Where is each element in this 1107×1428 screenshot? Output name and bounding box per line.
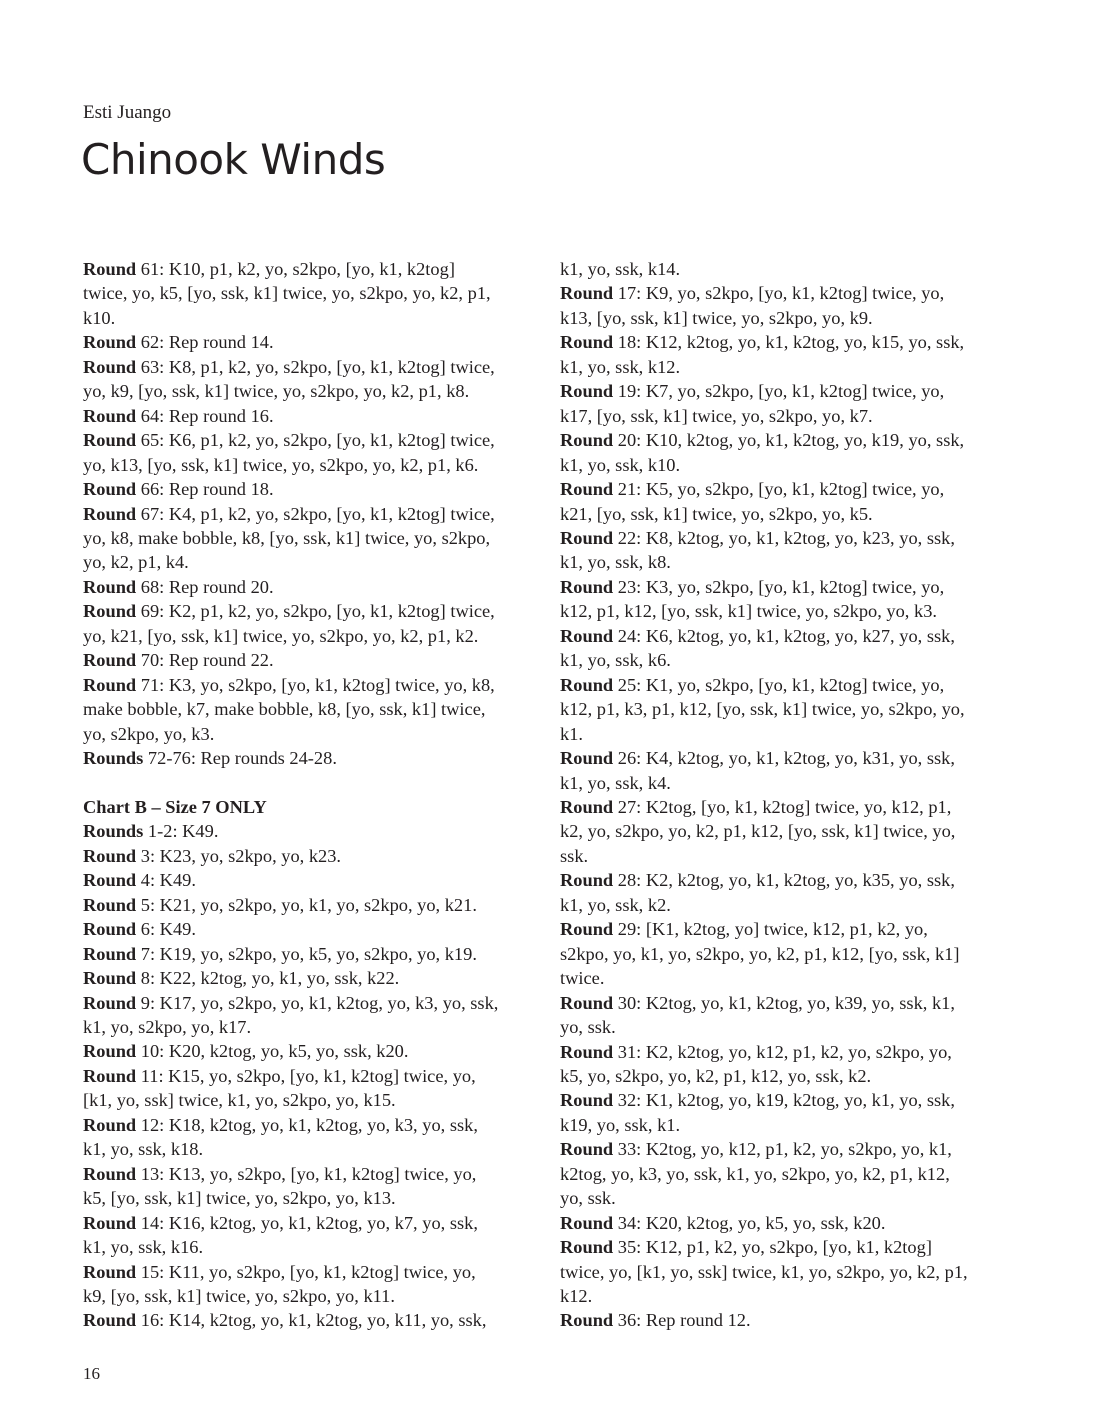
- round-instructions: k1, yo, ssk, k6.: [560, 650, 671, 671]
- round-label: Round: [83, 1114, 137, 1135]
- page-number: 16: [83, 1364, 100, 1383]
- instruction-line: [83, 893, 533, 917]
- instruction-line: [560, 771, 1008, 795]
- round-label: Round: [83, 1261, 137, 1282]
- instruction-line: [560, 746, 1008, 770]
- round-instructions: 4: K49.: [136, 870, 196, 891]
- instruction-line: [83, 1064, 533, 1088]
- round-label: Round: [560, 1310, 614, 1331]
- instruction-line: [560, 1260, 1008, 1284]
- round-instructions: 34: K20, k2tog, yo, k5, yo, ssk, k20.: [613, 1212, 886, 1233]
- instruction-line: [83, 648, 533, 672]
- round-instructions: k12.: [560, 1286, 593, 1307]
- round-label: Round: [83, 430, 137, 451]
- round-instructions: 66: Rep round 18.: [136, 479, 274, 500]
- round-instructions: yo, s2kpo, yo, k3.: [83, 723, 215, 744]
- round-instructions: k2tog, yo, k3, yo, ssk, k1, yo, s2kpo, yo, k2, p1, k12,: [560, 1163, 950, 1184]
- instruction-line: [83, 1260, 533, 1284]
- round-instructions: 23: K3, yo, s2kpo, [yo, k1, k2tog] twice, yo,: [613, 576, 945, 597]
- instruction-line: [560, 648, 1008, 672]
- round-label: Round: [83, 332, 137, 353]
- instruction-line: [560, 1235, 1008, 1259]
- instruction-line: [83, 1162, 533, 1186]
- instructions-left-column: [83, 257, 533, 1333]
- round-instructions: 17: K9, yo, s2kpo, [yo, k1, k2tog] twice, yo,: [613, 283, 945, 304]
- round-label: Round: [560, 1237, 614, 1258]
- round-label: Rounds: [83, 821, 144, 842]
- round-instructions: k1, yo, ssk, k2.: [560, 894, 671, 915]
- round-instructions: 35: K12, p1, k2, yo, s2kpo, [yo, k1, k2tog]: [613, 1237, 932, 1258]
- instruction-line: [83, 1113, 533, 1137]
- instruction-line: [83, 550, 533, 574]
- round-instructions: k19, yo, ssk, k1.: [560, 1114, 681, 1135]
- round-label: Round: [560, 1139, 614, 1160]
- round-instructions: 12: K18, k2tog, yo, k1, k2tog, yo, k3, yo, ssk,: [136, 1114, 478, 1135]
- round-instructions: 8: K22, k2tog, yo, k1, yo, ssk, k22.: [136, 968, 400, 989]
- instruction-line: [560, 477, 1008, 501]
- round-instructions: 15: K11, yo, s2kpo, [yo, k1, k2tog] twice, yo,: [136, 1261, 476, 1282]
- instruction-line: [560, 991, 1008, 1015]
- round-label: Round: [560, 674, 614, 695]
- round-instructions: 70: Rep round 22.: [136, 650, 274, 671]
- round-label: Round: [83, 259, 137, 279]
- instruction-line: [83, 306, 533, 330]
- round-instructions: 16: K14, k2tog, yo, k1, k2tog, yo, k11, yo, ssk,: [136, 1310, 487, 1331]
- round-label: Round: [560, 381, 614, 402]
- instruction-line: [560, 306, 1008, 330]
- instruction-line: [560, 453, 1008, 477]
- instruction-line: [83, 1137, 533, 1161]
- round-label: Round: [560, 283, 614, 304]
- instruction-line: [560, 868, 1008, 892]
- round-label: Round: [560, 430, 614, 451]
- instruction-line: [83, 966, 533, 990]
- round-label: Round: [560, 479, 614, 500]
- instruction-line: [560, 355, 1008, 379]
- instruction-line: [83, 819, 533, 843]
- round-instructions: k1, yo, s2kpo, yo, k17.: [83, 1017, 252, 1038]
- instruction-line: [560, 1308, 1008, 1332]
- instruction-line: [83, 502, 533, 526]
- instruction-line: [83, 1284, 533, 1308]
- round-label: Round: [83, 1163, 137, 1184]
- round-instructions: 7: K19, yo, s2kpo, yo, k5, yo, s2kpo, yo, k19.: [136, 943, 477, 964]
- round-instructions: k5, [yo, ssk, k1] twice, yo, s2kpo, yo, k13.: [83, 1188, 396, 1209]
- instruction-line: [560, 966, 1008, 990]
- instruction-line: [560, 819, 1008, 843]
- author-name: Esti Juango: [83, 102, 172, 123]
- round-label: Round: [83, 919, 137, 940]
- instruction-line: [560, 917, 1008, 941]
- instruction-line: [83, 1211, 533, 1235]
- round-instructions: 25: K1, yo, s2kpo, [yo, k1, k2tog] twice, yo,: [613, 674, 945, 695]
- round-instructions: 20: K10, k2tog, yo, k1, k2tog, yo, k19, yo, ssk,: [613, 430, 965, 451]
- instruction-line: [83, 1039, 533, 1063]
- round-instructions: k1, yo, ssk, k4.: [560, 772, 671, 793]
- round-instructions: 1-2: K49.: [143, 821, 219, 842]
- round-instructions: k5, yo, s2kpo, yo, k2, p1, k12, yo, ssk, k2.: [560, 1065, 872, 1086]
- instruction-line: [560, 550, 1008, 574]
- instruction-line: [560, 575, 1008, 599]
- round-instructions: 13: K13, yo, s2kpo, [yo, k1, k2tog] twice, yo,: [136, 1163, 477, 1184]
- round-instructions: 65: K6, p1, k2, yo, s2kpo, [yo, k1, k2tog] twice,: [136, 430, 495, 451]
- instruction-line: [83, 1015, 533, 1039]
- round-instructions: 9: K17, yo, s2kpo, yo, k1, k2tog, yo, k3, yo, ssk,: [136, 992, 499, 1013]
- instruction-line: [560, 1088, 1008, 1112]
- instruction-line: [560, 526, 1008, 550]
- instruction-line: [560, 404, 1008, 428]
- round-label: Round: [83, 870, 137, 891]
- instruction-line: [83, 575, 533, 599]
- round-label: Round: [560, 576, 614, 597]
- round-instructions: 28: K2, k2tog, yo, k1, k2tog, yo, k35, yo, ssk,: [613, 870, 955, 891]
- round-instructions: k13, [yo, ssk, k1] twice, yo, s2kpo, yo, k9.: [560, 307, 873, 328]
- instruction-line: [83, 868, 533, 892]
- round-instructions: twice, yo, k5, [yo, ssk, k1] twice, yo, s2kpo, yo, k2, p1,: [83, 283, 491, 304]
- round-instructions: ssk.: [560, 845, 589, 866]
- instruction-line: [560, 893, 1008, 917]
- instruction-line: [83, 526, 533, 550]
- round-instructions: 26: K4, k2tog, yo, k1, k2tog, yo, k31, yo, ssk,: [613, 748, 955, 769]
- round-instructions: 21: K5, yo, s2kpo, [yo, k1, k2tog] twice, yo,: [613, 479, 945, 500]
- instruction-line: [83, 1308, 533, 1332]
- round-instructions: k1.: [560, 723, 583, 744]
- round-instructions: 3: K23, yo, s2kpo, yo, k23.: [136, 845, 342, 866]
- instruction-line: [83, 1186, 533, 1210]
- instruction-line: [560, 697, 1008, 721]
- round-instructions: k1, yo, ssk, k10.: [560, 454, 681, 475]
- round-instructions: 11: K15, yo, s2kpo, [yo, k1, k2tog] twice, yo,: [136, 1065, 476, 1086]
- instruction-line: [83, 942, 533, 966]
- instruction-line: [83, 330, 533, 354]
- instruction-line: [560, 722, 1008, 746]
- instruction-line: [83, 991, 533, 1015]
- round-instructions: yo, ssk.: [560, 1017, 616, 1038]
- round-instructions: 62: Rep round 14.: [136, 332, 274, 353]
- round-instructions: k1, yo, ssk, k12.: [560, 356, 681, 377]
- instruction-line: [560, 281, 1008, 305]
- instruction-line: [560, 1211, 1008, 1235]
- instruction-line: [83, 404, 533, 428]
- round-label: Round: [83, 894, 137, 915]
- round-label: Rounds: [83, 748, 144, 769]
- instruction-line: [560, 1113, 1008, 1137]
- instruction-line: [560, 673, 1008, 697]
- instruction-line: [83, 624, 533, 648]
- round-instructions: 24: K6, k2tog, yo, k1, k2tog, yo, k27, yo, ssk,: [613, 625, 955, 646]
- instruction-line: [560, 1284, 1008, 1308]
- round-label: Round: [83, 576, 137, 597]
- round-instructions: yo, k8, make bobble, k8, [yo, ssk, k1] twice, yo, s2kpo,: [83, 527, 491, 548]
- round-instructions: k1, yo, ssk, k18.: [83, 1139, 204, 1160]
- round-label: Round: [560, 748, 614, 769]
- round-instructions: 68: Rep round 20.: [136, 576, 274, 597]
- round-instructions: 27: K2tog, [yo, k1, k2tog] twice, yo, k12, p1,: [613, 796, 952, 817]
- instruction-line: [83, 673, 533, 697]
- round-label: Round: [83, 601, 137, 622]
- instruction-line: [560, 257, 1008, 281]
- round-instructions: twice.: [560, 968, 605, 989]
- round-instructions: 22: K8, k2tog, yo, k1, k2tog, yo, k23, yo, ssk,: [613, 527, 955, 548]
- round-instructions: 6: K49.: [136, 919, 196, 940]
- round-label: Round: [560, 1041, 614, 1062]
- round-label: Round: [560, 992, 614, 1013]
- round-instructions: k2, yo, s2kpo, yo, k2, p1, k12, [yo, ssk, k1] twice, yo,: [560, 821, 956, 842]
- instruction-line: [83, 1235, 533, 1259]
- round-instructions: s2kpo, yo, k1, yo, s2kpo, yo, k2, p1, k12, [yo, ssk, k1]: [560, 943, 960, 964]
- instruction-line: [560, 1162, 1008, 1186]
- round-instructions: 32: K1, k2tog, yo, k19, k2tog, yo, k1, yo, ssk,: [613, 1090, 955, 1111]
- round-instructions: 64: Rep round 16.: [136, 405, 274, 426]
- instruction-line: [83, 428, 533, 452]
- instruction-line: [83, 917, 533, 941]
- round-instructions: k17, [yo, ssk, k1] twice, yo, s2kpo, yo, k7.: [560, 405, 873, 426]
- instruction-line: [83, 599, 533, 623]
- instruction-line: [83, 795, 533, 819]
- instruction-line: [83, 722, 533, 746]
- round-label: Round: [560, 870, 614, 891]
- round-label: Round: [83, 1041, 137, 1062]
- round-instructions: 29: [K1, k2tog, yo] twice, k12, p1, k2, yo,: [613, 919, 928, 940]
- round-instructions: yo, k9, [yo, ssk, k1] twice, yo, s2kpo, yo, k2, p1, k8.: [83, 381, 470, 402]
- instruction-line: [83, 281, 533, 305]
- round-label: Round: [83, 992, 137, 1013]
- round-instructions: k21, [yo, ssk, k1] twice, yo, s2kpo, yo, k5.: [560, 503, 873, 524]
- round-instructions: twice, yo, [k1, yo, ssk] twice, k1, yo, s2kpo, yo, k2, p1,: [560, 1261, 968, 1282]
- instruction-line: [560, 795, 1008, 819]
- instruction-line: [560, 624, 1008, 648]
- instruction-line: [83, 746, 533, 770]
- round-label: Round: [560, 625, 614, 646]
- round-instructions: k9, [yo, ssk, k1] twice, yo, s2kpo, yo, k11.: [83, 1286, 395, 1307]
- round-label: Round: [83, 405, 137, 426]
- round-label: Round: [83, 1212, 137, 1233]
- round-label: Round: [560, 527, 614, 548]
- round-label: Round: [83, 968, 137, 989]
- round-label: Round: [560, 1090, 614, 1111]
- instruction-line: [83, 355, 533, 379]
- instruction-line: [560, 599, 1008, 623]
- round-instructions: k12, p1, k3, p1, k12, [yo, ssk, k1] twice, yo, s2kpo, yo,: [560, 699, 965, 720]
- round-label: Round: [83, 1310, 137, 1331]
- round-instructions: 69: K2, p1, k2, yo, s2kpo, [yo, k1, k2tog] twice,: [136, 601, 495, 622]
- instructions-right-column: [560, 257, 1008, 1333]
- round-instructions: 10: K20, k2tog, yo, k5, yo, ssk, k20.: [136, 1041, 409, 1062]
- round-label: Round: [83, 943, 137, 964]
- instruction-line: [560, 502, 1008, 526]
- round-label: Round: [560, 332, 614, 353]
- round-instructions: yo, k13, [yo, ssk, k1] twice, yo, s2kpo, yo, k2, p1, k6.: [83, 454, 479, 475]
- round-label: Round: [83, 479, 137, 500]
- round-instructions: 36: Rep round 12.: [613, 1310, 751, 1331]
- instruction-line: [560, 1064, 1008, 1088]
- instruction-line: [83, 379, 533, 403]
- round-label: Round: [83, 674, 137, 695]
- round-instructions: 31: K2, k2tog, yo, k12, p1, k2, yo, s2kpo, yo,: [613, 1041, 952, 1062]
- round-instructions: k10.: [83, 307, 116, 328]
- round-label: Round: [83, 356, 137, 377]
- instruction-line: [560, 330, 1008, 354]
- instruction-line: [560, 1137, 1008, 1161]
- instruction-line: [83, 697, 533, 721]
- round-instructions: 33: K2tog, yo, k12, p1, k2, yo, s2kpo, yo, k1,: [613, 1139, 952, 1160]
- round-instructions: make bobble, k7, make bobble, k8, [yo, ssk, k1] twice,: [83, 699, 486, 720]
- round-instructions: 71: K3, yo, s2kpo, [yo, k1, k2tog] twice, yo, k8,: [136, 674, 495, 695]
- round-instructions: 61: K10, p1, k2, yo, s2kpo, [yo, k1, k2tog]: [136, 259, 455, 279]
- instruction-line: [560, 1015, 1008, 1039]
- round-instructions: 5: K21, yo, s2kpo, yo, k1, yo, s2kpo, yo, k21.: [136, 894, 477, 915]
- round-instructions: 14: K16, k2tog, yo, k1, k2tog, yo, k7, yo, ssk,: [136, 1212, 478, 1233]
- instruction-line: [560, 844, 1008, 868]
- round-instructions: 63: K8, p1, k2, yo, s2kpo, [yo, k1, k2tog] twice,: [136, 356, 495, 377]
- instruction-line: [560, 379, 1008, 403]
- round-instructions: 72-76: Rep rounds 24-28.: [143, 748, 337, 769]
- instruction-line: [83, 1088, 533, 1112]
- round-label: Round: [83, 845, 137, 866]
- pattern-title: Chinook Winds: [81, 135, 386, 184]
- round-label: Round: [560, 1212, 614, 1233]
- round-instructions: 30: K2tog, yo, k1, k2tog, yo, k39, yo, ssk, k1,: [613, 992, 955, 1013]
- round-label: Round: [83, 1065, 137, 1086]
- instruction-line: [83, 844, 533, 868]
- round-instructions: yo, ssk.: [560, 1188, 616, 1209]
- round-label: Chart B – Size 7 ONLY: [83, 796, 267, 817]
- instruction-line: [83, 453, 533, 477]
- instruction-line: [560, 942, 1008, 966]
- round-instructions: [k1, yo, ssk] twice, k1, yo, s2kpo, yo, k15.: [83, 1090, 396, 1111]
- round-instructions: k1, yo, ssk, k16.: [83, 1237, 204, 1258]
- round-instructions: k1, yo, ssk, k8.: [560, 552, 671, 573]
- round-instructions: 67: K4, p1, k2, yo, s2kpo, [yo, k1, k2tog] twice,: [136, 503, 495, 524]
- round-instructions: 18: K12, k2tog, yo, k1, k2tog, yo, k15, yo, ssk,: [613, 332, 965, 353]
- instruction-line: [560, 1186, 1008, 1210]
- instruction-line: [83, 771, 533, 795]
- instruction-line: [560, 1040, 1008, 1064]
- round-label: Round: [83, 650, 137, 671]
- round-label: Round: [560, 919, 614, 940]
- round-instructions: k12, p1, k12, [yo, ssk, k1] twice, yo, s2kpo, yo, k3.: [560, 601, 937, 622]
- round-instructions: k1, yo, ssk, k14.: [560, 259, 681, 279]
- instruction-line: [83, 257, 533, 281]
- round-instructions: yo, k2, p1, k4.: [83, 552, 189, 573]
- round-instructions: yo, k21, [yo, ssk, k1] twice, yo, s2kpo, yo, k2, p1, k2.: [83, 625, 479, 646]
- instruction-line: [560, 428, 1008, 452]
- round-label: Round: [83, 503, 137, 524]
- round-instructions: 19: K7, yo, s2kpo, [yo, k1, k2tog] twice, yo,: [613, 381, 945, 402]
- instruction-line: [83, 477, 533, 501]
- round-label: Round: [560, 796, 614, 817]
